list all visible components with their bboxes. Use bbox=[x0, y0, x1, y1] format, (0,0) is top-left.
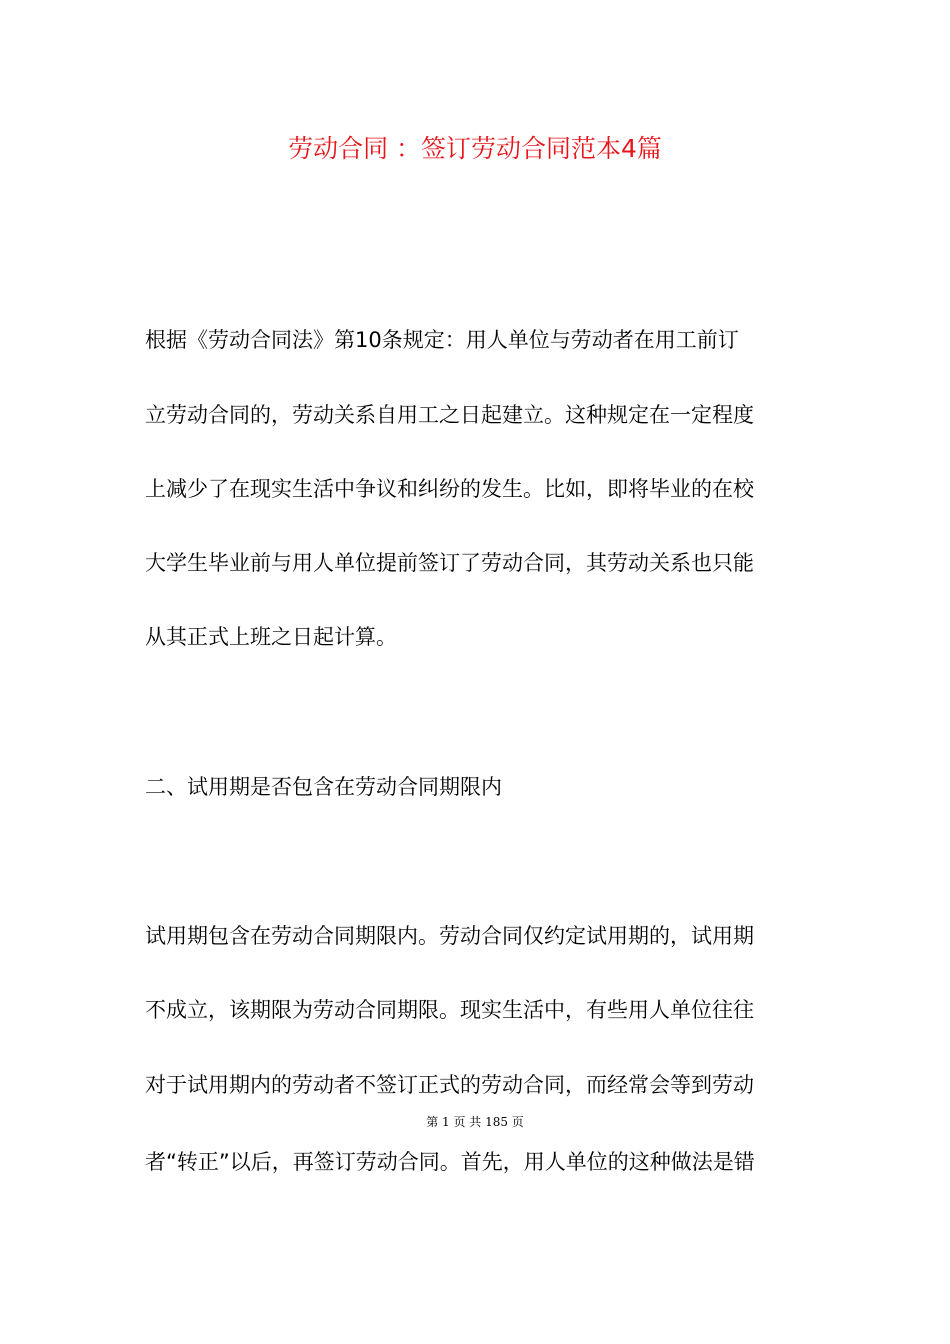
paragraph-2-line: 对于试用期内的劳动者不签订正式的劳动合同，而经常会等到劳动 bbox=[145, 1073, 754, 1097]
document-title: 劳动合同 ：签订劳动合同范本4篇 bbox=[288, 134, 662, 163]
paragraph-1-line: 从其正式上班之日起计算。 bbox=[145, 625, 397, 649]
section-heading: 二、试用期是否包含在劳动合同期限内 bbox=[145, 775, 502, 799]
paragraph-2-line: 不成立，该期限为劳动合同期限。现实生活中，有些用人单位往往 bbox=[145, 998, 754, 1022]
page-number-footer: 第 1 页 共 185 页 bbox=[426, 1115, 524, 1129]
paragraph-1-line: 上减少了在现实生活中争议和纠纷的发生。比如，即将毕业的在校 bbox=[145, 477, 754, 501]
paragraph-1-line: 根据《劳动合同法》第10条规定：用人单位与劳动者在用工前订 bbox=[145, 328, 739, 352]
paragraph-1-line: 大学生毕业前与用人单位提前签订了劳动合同，其劳动关系也只能 bbox=[145, 551, 754, 575]
paragraph-1-line: 立劳动合同的，劳动关系自用工之日起建立。这种规定在一定程度 bbox=[145, 403, 754, 427]
paragraph-2-line: 者“转正”以后，再签订劳动合同。首先，用人单位的这种做法是错 bbox=[145, 1150, 755, 1174]
paragraph-2-line: 试用期包含在劳动合同期限内。劳动合同仅约定试用期的，试用期 bbox=[145, 924, 754, 948]
